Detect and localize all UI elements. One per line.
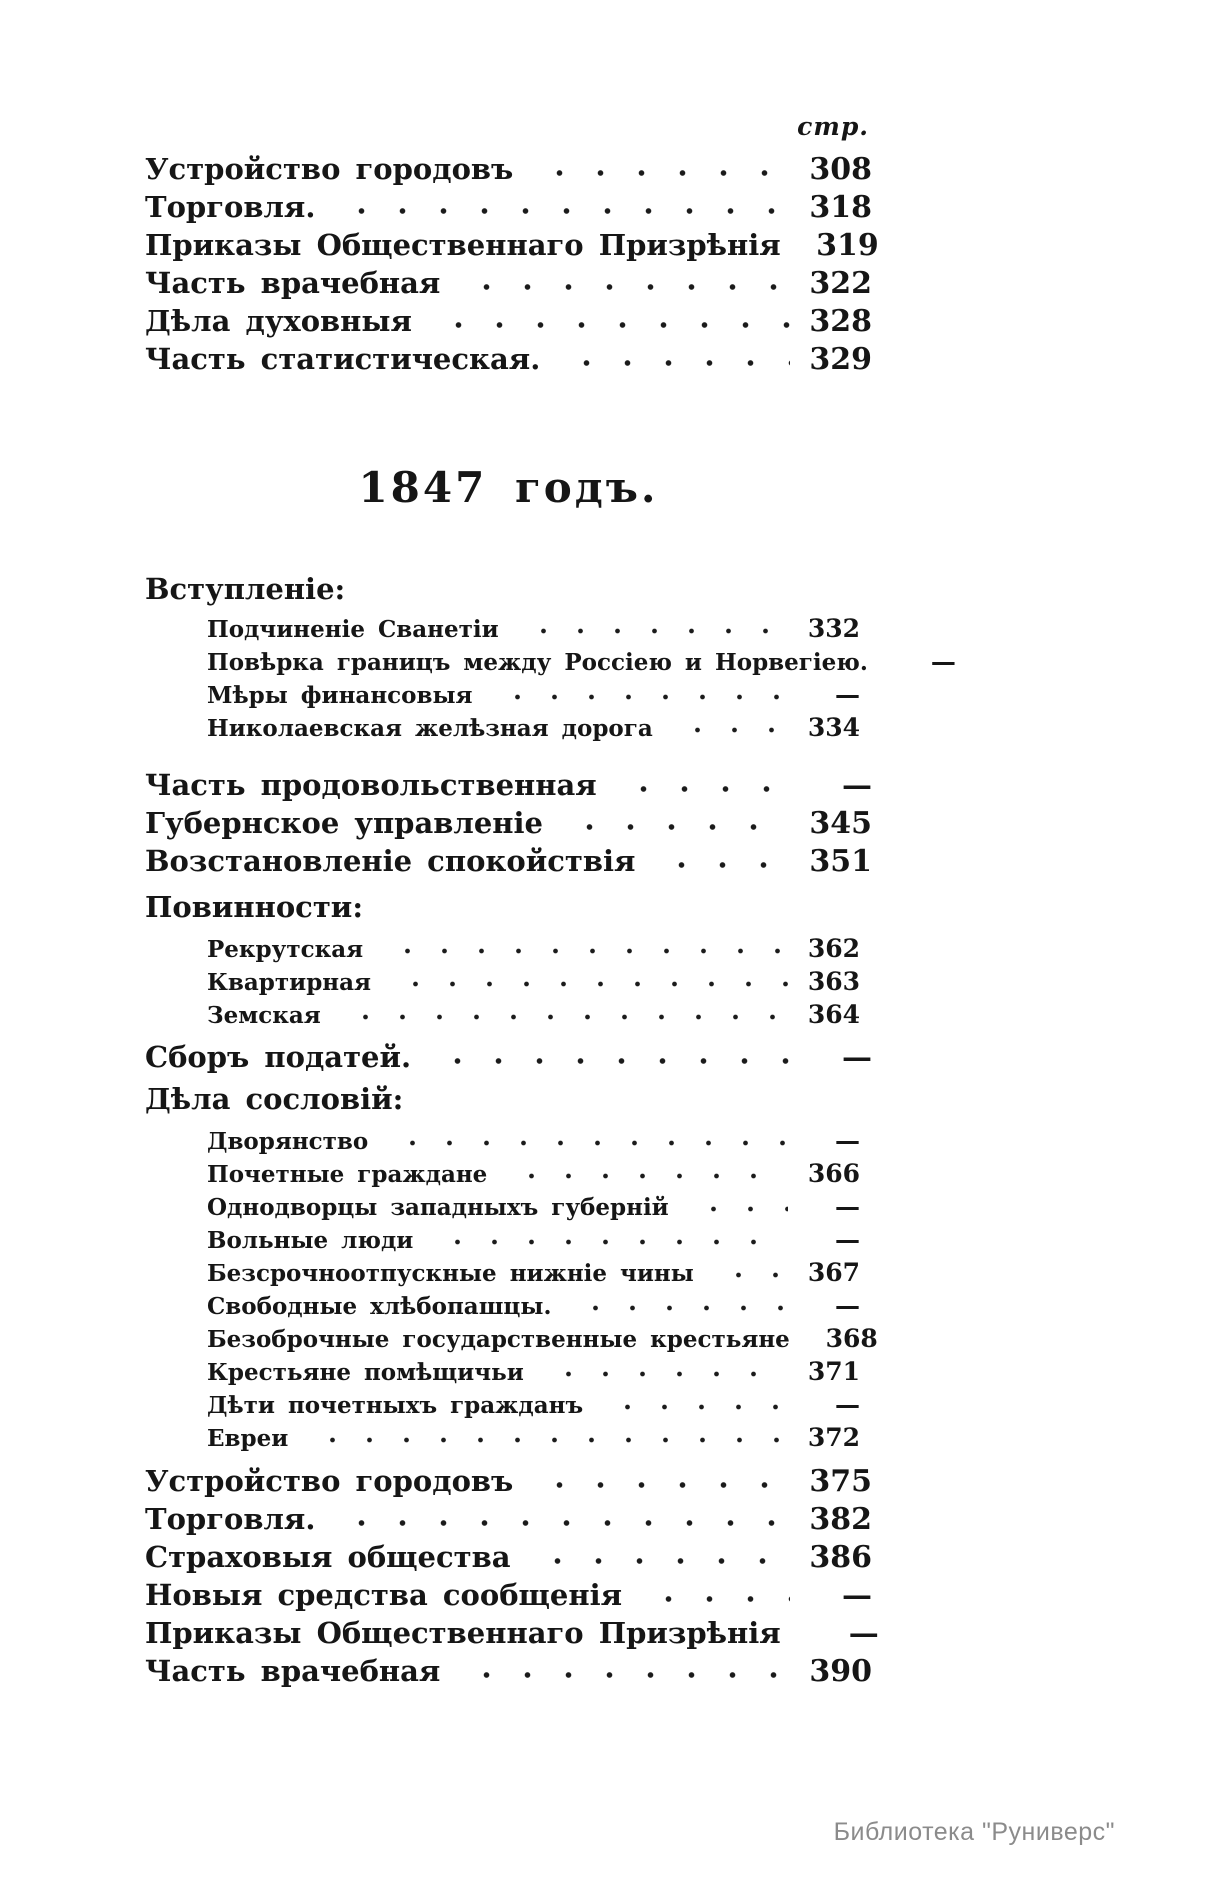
toc-entry-page: 368 (825, 1324, 878, 1353)
toc-entry-page: — (930, 647, 956, 676)
toc-entry (145, 340, 872, 378)
dot-leader (379, 945, 788, 957)
toc-entry (145, 1038, 872, 1076)
toc-entry-page: 332 (807, 614, 860, 643)
toc-entry (145, 1614, 879, 1652)
toc-entry-page: — (842, 768, 872, 803)
dot-leader (384, 1137, 788, 1149)
dot-leader (651, 859, 790, 871)
dot-leader (456, 1669, 790, 1681)
toc-entry (145, 998, 872, 1031)
toc-entry (145, 1652, 872, 1690)
toc-entry-page: 390 (809, 1654, 872, 1689)
dot-leader (427, 1055, 790, 1067)
toc-entry (145, 1322, 878, 1355)
toc-entry-title: Николаевская желѣзная дорога (207, 715, 653, 742)
toc-entry-title: Подчиненіе Сванетіи (207, 616, 499, 643)
toc-entry-page: 345 (809, 806, 872, 841)
toc-entry-page: 322 (809, 266, 872, 301)
dot-leader (331, 1517, 790, 1529)
toc-entry-page: 372 (807, 1423, 860, 1452)
toc-entry (145, 264, 872, 302)
dot-leader (428, 319, 790, 331)
toc-entry-title: Повѣрка границъ между Россіею и Норвегіею. (207, 649, 868, 676)
toc-entry (145, 965, 872, 998)
dot-leader (685, 1203, 788, 1215)
dot-leader (529, 167, 790, 179)
toc-entry-title: Мѣры финансовыя (207, 682, 473, 709)
toc-entry-page: 351 (809, 844, 872, 879)
dot-leader (527, 1555, 790, 1567)
toc-entry-page: 382 (809, 1502, 872, 1537)
toc-section-heading (145, 888, 872, 926)
toc-entry-page: 308 (809, 152, 872, 187)
dot-leader (529, 1479, 790, 1491)
toc-entry-page: — (848, 1616, 879, 1651)
toc-entry-title: Безсрочноотпускные нижніе чины (207, 1260, 694, 1287)
toc-entry-page: 328 (809, 304, 872, 339)
toc-entry-title: Часть продовольственная (145, 768, 597, 802)
toc-entry (145, 1500, 872, 1538)
dot-leader (613, 783, 790, 795)
toc-entry (145, 711, 872, 744)
toc-entry-page: 371 (807, 1357, 860, 1386)
toc-entry-title: Часть врачебная (145, 1654, 441, 1688)
toc-entry (145, 1190, 872, 1223)
toc-entry-title: Дворянство (207, 1128, 369, 1155)
toc-entry (145, 1538, 872, 1576)
toc-entry (145, 804, 872, 842)
toc-entry-page: 329 (809, 342, 872, 377)
toc-entry-title: Дѣла духовныя (145, 304, 412, 338)
library-watermark: Библиотека "Руниверс" (833, 1818, 1115, 1846)
dot-leader (387, 978, 788, 990)
toc-entry-title: Возстановленіе спокойствія (145, 844, 636, 878)
dot-leader (540, 1368, 788, 1380)
toc-entry-title: Устройство городовъ (145, 152, 514, 186)
toc-section-heading-label: Вступленіе: (145, 572, 346, 606)
toc-entry-title: Торговля. (145, 190, 316, 224)
toc-entry-title: Приказы Общественнаго Призрѣнія (145, 228, 781, 262)
toc-entry-title: Почетные граждане (207, 1161, 488, 1188)
toc-entry (145, 678, 872, 711)
toc-entry-page: — (835, 1225, 860, 1254)
toc-entry-title: Часть статистическая. (145, 342, 541, 376)
toc-entry-page: 334 (807, 713, 860, 742)
toc-entry (145, 188, 872, 226)
toc-entry (145, 1388, 872, 1421)
toc-entry (145, 645, 956, 678)
dot-leader (599, 1401, 788, 1413)
toc-entry-page: — (835, 1390, 860, 1419)
toc-entry-page: — (835, 680, 860, 709)
toc-entry-page: 364 (807, 1000, 860, 1029)
dot-leader (638, 1593, 790, 1605)
dot-leader (337, 1011, 788, 1023)
toc-entry-page: — (835, 1291, 860, 1320)
toc-entry-page: 319 (816, 228, 879, 263)
toc-entry-title: Сборъ податей. (145, 1040, 412, 1074)
toc-entry (145, 766, 872, 804)
toc-entry-page: 375 (809, 1464, 872, 1499)
toc-entry-page: — (842, 1578, 872, 1613)
toc-entry (145, 226, 879, 264)
toc-section-heading-label: Повинности: (145, 890, 364, 924)
toc-entry (145, 842, 872, 880)
toc-entry-title: Крестьяне помѣщичьи (207, 1359, 524, 1386)
toc-entry (145, 612, 872, 645)
toc-entry-title: Земская (207, 1002, 321, 1029)
toc-entry-page: — (835, 1192, 860, 1221)
toc-entry-title: Устройство городовъ (145, 1464, 514, 1498)
toc-entry (145, 1157, 872, 1190)
page-column-label: стр. (797, 112, 869, 141)
toc-entry (145, 150, 872, 188)
toc-entry-page: 318 (809, 190, 872, 225)
dot-leader (456, 281, 790, 293)
toc-entry-title: Однодворцы западныхъ губерній (207, 1194, 669, 1221)
toc-section-heading-label: Дѣла сословій: (145, 1082, 404, 1116)
toc-entry-page: — (842, 1040, 872, 1075)
toc-entry-title: Безоброчные государственные крестьяне (207, 1326, 790, 1353)
toc-entry-title: Вольные люди (207, 1227, 414, 1254)
toc-entry (145, 302, 872, 340)
toc-entry-page: 366 (807, 1159, 860, 1188)
toc-entry-title: Страховыя общества (145, 1540, 511, 1574)
toc-entry-page: 367 (807, 1258, 860, 1287)
toc-entry-page: 386 (809, 1540, 872, 1575)
toc-entry (145, 1223, 872, 1256)
toc-entry-page: 362 (807, 934, 860, 963)
toc-entry-title: Часть врачебная (145, 266, 441, 300)
toc-entry-title: Квартирная (207, 969, 372, 996)
toc-entry-title: Приказы Общественнаго Призрѣнія (145, 1616, 781, 1650)
dot-leader (515, 625, 788, 637)
table-of-contents (145, 150, 956, 1690)
toc-entry (145, 932, 872, 965)
toc-entry (145, 1355, 872, 1388)
toc-entry-page: 363 (807, 967, 860, 996)
toc-entry (145, 1256, 872, 1289)
dot-leader (710, 1269, 788, 1281)
toc-entry-title: Свободные хлѣбопашцы. (207, 1293, 552, 1320)
toc-entry (145, 1462, 872, 1500)
year-heading: 1847 годъ. (358, 463, 659, 512)
dot-leader (559, 821, 790, 833)
toc-entry-title: Евреи (207, 1425, 289, 1452)
toc-entry (145, 1576, 872, 1614)
dot-leader (669, 724, 788, 736)
toc-entry-title: Новыя средства сообщенія (145, 1578, 623, 1612)
dot-leader (503, 1170, 788, 1182)
dot-leader (331, 205, 790, 217)
toc-entry-page: — (835, 1126, 860, 1155)
toc-entry-title: Рекрутская (207, 936, 364, 963)
dot-leader (429, 1236, 788, 1248)
toc-entry-title: Губернское управленіе (145, 806, 543, 840)
toc-section-heading (145, 1080, 872, 1118)
dot-leader (489, 691, 788, 703)
toc-section-heading (145, 570, 872, 608)
toc-entry (145, 1124, 872, 1157)
toc-entry-title: Торговля. (145, 1502, 316, 1536)
toc-entry (145, 1421, 872, 1454)
toc-entry-title: Дѣти почетныхъ гражданъ (207, 1392, 584, 1419)
dot-leader (304, 1434, 788, 1446)
toc-entry (145, 1289, 872, 1322)
dot-leader (567, 1302, 788, 1314)
dot-leader (556, 357, 790, 369)
